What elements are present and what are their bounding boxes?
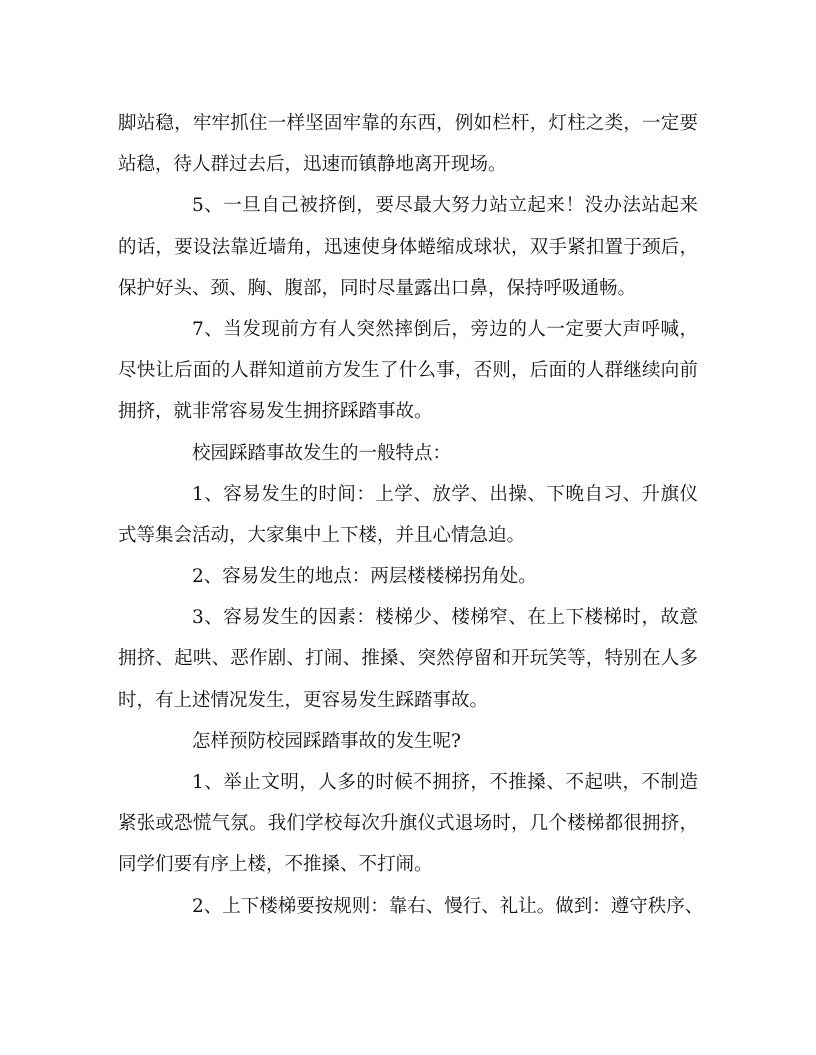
text-line: 7、当发现前方有人突然摔倒后，旁边的人一定要大声呼喊， <box>192 318 698 340</box>
text-line: 时，有上述情况发生，更容易发生踩踏事故。 <box>118 689 489 711</box>
text-line: 尽快让后面的人群知道前方发生了什么事，否则，后面的人群继续向前 <box>118 360 698 382</box>
paragraph-prevent-2 <box>118 886 704 927</box>
text-line: 拥挤、起哄、恶作剧、打闹、推搡、突然停留和开玩笑等，特别在人多 <box>118 648 698 670</box>
paragraph-continued <box>118 103 698 185</box>
text-line: 保护好头、颈、胸、腹部，同时尽量露出口鼻，保持呼吸通畅。 <box>118 277 637 299</box>
text-line: 拥挤，就非常容易发生拥挤踩踏事故。 <box>118 401 433 423</box>
section-heading-prevent <box>118 721 698 762</box>
text-line: 的话，要设法靠近墙角，迅速使身体蜷缩成球状，双手紧扣置于颈后， <box>118 236 698 258</box>
paragraph-item-5 <box>118 185 698 309</box>
text-line: 1、容易发生的时间：上学、放学、出操、下晚自习、升旗仪 <box>192 483 698 505</box>
heading-line: 怎样预防校园踩踏事故的发生呢? <box>192 730 461 752</box>
paragraph-feature-3 <box>118 597 698 721</box>
paragraph-prevent-1 <box>118 762 698 886</box>
text-line: 3、容易发生的因素：楼梯少、楼梯窄、在上下楼梯时，故意 <box>192 607 698 629</box>
text-line: 5、一旦自己被挤倒，要尽最大努力站立起来！没办法站起来 <box>192 195 698 217</box>
text-line: 紧张或恐慌气氛。我们学校每次升旗仪式退场时，几个楼梯都很拥挤， <box>118 813 698 835</box>
text-line: 式等集会活动，大家集中上下楼，并且心情急迫。 <box>118 524 526 546</box>
heading-line: 校园踩踏事故发生的一般特点： <box>192 442 452 464</box>
paragraph-feature-1 <box>118 474 698 556</box>
text-line: 1、举止文明，人多的时候不拥挤，不推搡、不起哄，不制造 <box>192 772 698 793</box>
text-line: 2、上下楼梯要按规则：靠右、慢行、礼让。做到：遵守秩序、 <box>192 895 704 917</box>
section-heading-features <box>118 433 698 474</box>
paragraph-feature-2 <box>118 556 698 597</box>
text-line: 脚站稳，牢牢抓住一样坚固牢靠的东西，例如栏杆，灯柱之类，一定要 <box>118 113 698 134</box>
paragraph-item-7 <box>118 309 698 433</box>
text-line: 站稳，待人群过去后，迅速而镇静地离开现场。 <box>118 154 507 176</box>
text-line: 2、容易发生的地点：两层楼楼梯拐角处。 <box>192 566 537 588</box>
document-body <box>118 103 704 927</box>
text-line: 同学们要有序上楼，不推搡、不打闹。 <box>118 854 433 876</box>
